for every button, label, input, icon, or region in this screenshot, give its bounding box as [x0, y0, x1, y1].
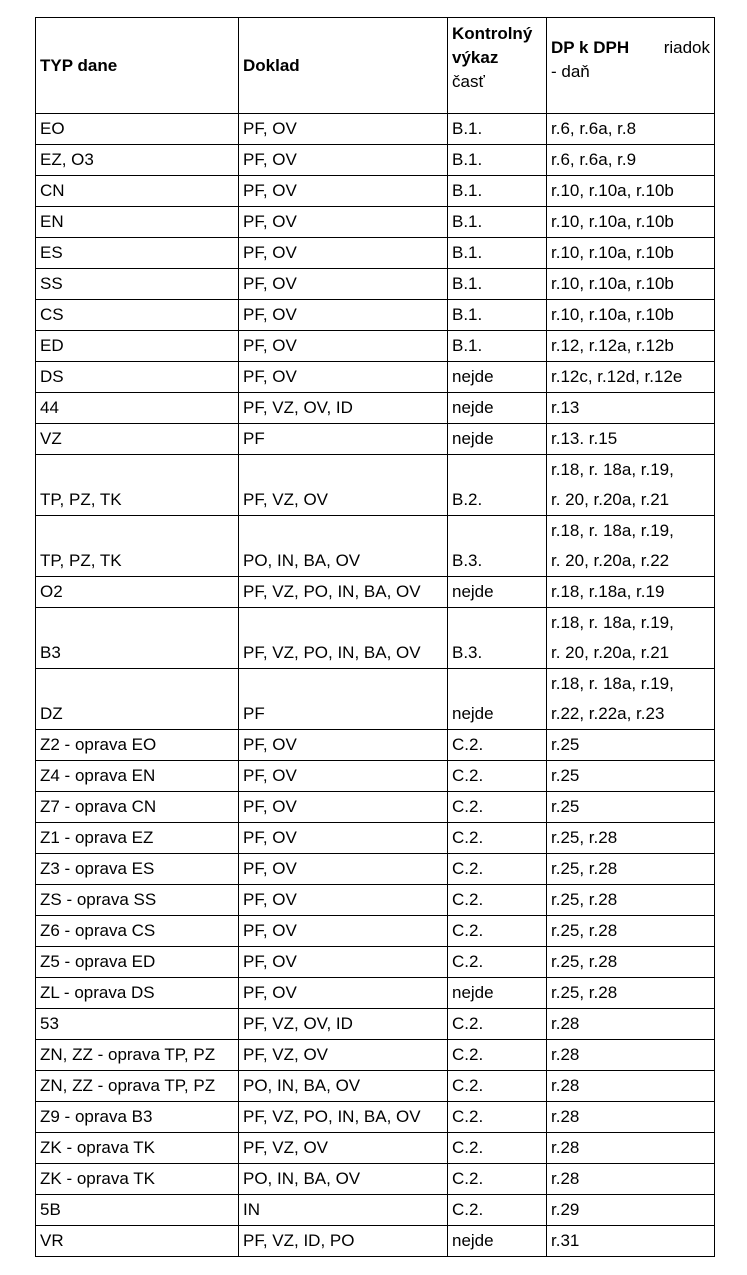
cell-doklad: PF, OV: [239, 238, 448, 269]
cell-typ-dane: B3: [36, 608, 239, 669]
table-row: [36, 577, 715, 608]
cell-dp-riadok: r.10, r.10a, r.10b: [547, 207, 715, 238]
table-row: [36, 823, 715, 854]
table-row: [36, 669, 715, 730]
cell-kontrolny-vykaz: B.2.: [448, 455, 547, 516]
cell-dp-riadok: r.25, r.28: [547, 885, 715, 916]
cell-doklad: PF, VZ, OV: [239, 455, 448, 516]
cell-kontrolny-vykaz: C.2.: [448, 1009, 547, 1040]
table-row: [36, 792, 715, 823]
cell-doklad: PF, VZ, OV: [239, 1040, 448, 1071]
cell-dp-riadok: [547, 669, 715, 730]
table-row: [36, 1009, 715, 1040]
cell-kontrolny-vykaz: C.2.: [448, 1071, 547, 1102]
cell-typ-dane: ZK - oprava TK: [36, 1133, 239, 1164]
cell-typ-dane: CN: [36, 176, 239, 207]
cell-dp-riadok: r.25, r.28: [547, 823, 715, 854]
cell-doklad: PO, IN, BA, OV: [239, 1071, 448, 1102]
cell-doklad: PF, OV: [239, 300, 448, 331]
cell-typ-dane: ZN, ZZ - oprava TP, PZ: [36, 1071, 239, 1102]
cell-kontrolny-vykaz: nejde: [448, 424, 547, 455]
cell-dp-riadok: r.25, r.28: [547, 947, 715, 978]
cell-doklad: PF, OV: [239, 207, 448, 238]
cell-typ-dane: VZ: [36, 424, 239, 455]
cell-doklad: PF, VZ, PO, IN, BA, OV: [239, 608, 448, 669]
cell-dp-riadok: r.10, r.10a, r.10b: [547, 300, 715, 331]
cell-dp-line2: r. 20, r.20a, r.21: [551, 643, 670, 662]
cell-dp-riadok: r.10, r.10a, r.10b: [547, 269, 715, 300]
table-row: [36, 362, 715, 393]
cell-doklad: PF, VZ, OV, ID: [239, 1009, 448, 1040]
cell-typ-dane: ZL - oprava DS: [36, 978, 239, 1009]
cell-dp-riadok: [547, 608, 715, 669]
cell-doklad: PO, IN, BA, OV: [239, 1164, 448, 1195]
table-row: [36, 1164, 715, 1195]
cell-doklad: PF, OV: [239, 854, 448, 885]
cell-dp-riadok: r.25: [547, 730, 715, 761]
table-row: [36, 145, 715, 176]
cell-typ-dane: CS: [36, 300, 239, 331]
cell-typ-dane: EO: [36, 114, 239, 145]
cell-typ-dane: TP, PZ, TK: [36, 516, 239, 577]
cell-doklad: PF, VZ, ID, PO: [239, 1226, 448, 1257]
header-dp-title: DP k DPH: [551, 38, 630, 57]
cell-dp-line1: r.18, r. 18a, r.19,: [551, 460, 674, 479]
table-row: [36, 393, 715, 424]
header-typ-dane: TYP dane: [36, 18, 239, 114]
cell-kontrolny-vykaz: C.2.: [448, 916, 547, 947]
cell-kontrolny-vykaz: nejde: [448, 362, 547, 393]
cell-typ-dane: 5B: [36, 1195, 239, 1226]
cell-doklad: PF, OV: [239, 269, 448, 300]
cell-dp-riadok: r.25, r.28: [547, 978, 715, 1009]
cell-dp-riadok: r.25, r.28: [547, 916, 715, 947]
cell-doklad: PO, IN, BA, OV: [239, 516, 448, 577]
cell-kontrolny-vykaz: C.2.: [448, 761, 547, 792]
cell-dp-riadok: r.28: [547, 1102, 715, 1133]
cell-typ-dane: VR: [36, 1226, 239, 1257]
table-row: [36, 978, 715, 1009]
cell-kontrolny-vykaz: B.3.: [448, 608, 547, 669]
cell-typ-dane: Z3 - oprava ES: [36, 854, 239, 885]
cell-doklad: PF, OV: [239, 947, 448, 978]
cell-doklad: PF, VZ, OV, ID: [239, 393, 448, 424]
cell-kontrolny-vykaz: B.1.: [448, 114, 547, 145]
cell-typ-dane: ZS - oprava SS: [36, 885, 239, 916]
table-row: [36, 1133, 715, 1164]
cell-typ-dane: 53: [36, 1009, 239, 1040]
cell-dp-riadok: r.25: [547, 792, 715, 823]
cell-typ-dane: Z6 - oprava CS: [36, 916, 239, 947]
cell-doklad: PF, VZ, PO, IN, BA, OV: [239, 577, 448, 608]
cell-dp-riadok: r.31: [547, 1226, 715, 1257]
cell-kontrolny-vykaz: C.2.: [448, 1164, 547, 1195]
cell-dp-line2: r.22, r.22a, r.23: [551, 704, 665, 723]
header-riadok: riadok: [663, 38, 710, 57]
table-row: [36, 300, 715, 331]
cell-dp-line1: r.18, r. 18a, r.19,: [551, 613, 674, 632]
cell-doklad: PF, VZ, PO, IN, BA, OV: [239, 1102, 448, 1133]
cell-doklad: PF, OV: [239, 792, 448, 823]
table-row: [36, 916, 715, 947]
table-row: [36, 114, 715, 145]
cell-dp-riadok: r.12c, r.12d, r.12e: [547, 362, 715, 393]
cell-kontrolny-vykaz: B.1.: [448, 331, 547, 362]
cell-dp-line1: r.18, r. 18a, r.19,: [551, 521, 674, 540]
cell-dp-riadok: r.25, r.28: [547, 854, 715, 885]
cell-typ-dane: Z4 - oprava EN: [36, 761, 239, 792]
cell-dp-riadok: [547, 516, 715, 577]
table-row: [36, 455, 715, 516]
table-row: [36, 854, 715, 885]
cell-kontrolny-vykaz: B.1.: [448, 238, 547, 269]
header-kontrolny-vykaz: [448, 18, 547, 114]
table-row: [36, 424, 715, 455]
cell-typ-dane: EZ, O3: [36, 145, 239, 176]
cell-kontrolny-vykaz: nejde: [448, 393, 547, 424]
cell-kontrolny-vykaz: B.1.: [448, 269, 547, 300]
table-row: [36, 608, 715, 669]
cell-kontrolny-vykaz: nejde: [448, 1226, 547, 1257]
table-row: [36, 947, 715, 978]
cell-typ-dane: SS: [36, 269, 239, 300]
cell-typ-dane: EN: [36, 207, 239, 238]
table-row: [36, 1226, 715, 1257]
table-row: [36, 238, 715, 269]
tax-type-table: [35, 17, 715, 1257]
header-cast: časť: [452, 72, 485, 91]
cell-kontrolny-vykaz: C.2.: [448, 1133, 547, 1164]
table-row: [36, 730, 715, 761]
cell-dp-riadok: r.13: [547, 393, 715, 424]
cell-dp-riadok: r.28: [547, 1164, 715, 1195]
cell-dp-riadok: [547, 455, 715, 516]
cell-doklad: PF, OV: [239, 885, 448, 916]
cell-typ-dane: Z1 - oprava EZ: [36, 823, 239, 854]
table-row: [36, 207, 715, 238]
cell-kontrolny-vykaz: C.2.: [448, 947, 547, 978]
cell-typ-dane: O2: [36, 577, 239, 608]
cell-typ-dane: 44: [36, 393, 239, 424]
cell-kontrolny-vykaz: C.2.: [448, 730, 547, 761]
cell-kontrolny-vykaz: B.3.: [448, 516, 547, 577]
cell-kontrolny-vykaz: nejde: [448, 978, 547, 1009]
cell-kontrolny-vykaz: C.2.: [448, 823, 547, 854]
cell-dp-line2: r. 20, r.20a, r.21: [551, 490, 670, 509]
cell-dp-line1: r.18, r. 18a, r.19,: [551, 674, 674, 693]
cell-doklad: PF: [239, 669, 448, 730]
cell-dp-riadok: r.28: [547, 1133, 715, 1164]
table-row: [36, 1102, 715, 1133]
header-kontrolny-vykaz-title: Kontrolný výkaz: [452, 24, 533, 67]
cell-typ-dane: Z7 - oprava CN: [36, 792, 239, 823]
cell-kontrolny-vykaz: C.2.: [448, 1195, 547, 1226]
table-row: [36, 176, 715, 207]
cell-dp-riadok: r.10, r.10a, r.10b: [547, 176, 715, 207]
cell-typ-dane: ZN, ZZ - oprava TP, PZ: [36, 1040, 239, 1071]
cell-typ-dane: DS: [36, 362, 239, 393]
cell-kontrolny-vykaz: B.1.: [448, 145, 547, 176]
table-row: [36, 1071, 715, 1102]
cell-doklad: PF, OV: [239, 331, 448, 362]
cell-kontrolny-vykaz: B.1.: [448, 176, 547, 207]
cell-typ-dane: Z9 - oprava B3: [36, 1102, 239, 1133]
cell-kontrolny-vykaz: B.1.: [448, 207, 547, 238]
cell-dp-riadok: r.25: [547, 761, 715, 792]
cell-typ-dane: TP, PZ, TK: [36, 455, 239, 516]
table-row: [36, 331, 715, 362]
cell-typ-dane: Z2 - oprava EO: [36, 730, 239, 761]
cell-doklad: PF, OV: [239, 730, 448, 761]
cell-typ-dane: ED: [36, 331, 239, 362]
cell-dp-riadok: r.13. r.15: [547, 424, 715, 455]
cell-dp-line2: r. 20, r.20a, r.22: [551, 551, 670, 570]
cell-dp-riadok: r.29: [547, 1195, 715, 1226]
cell-doklad: PF, OV: [239, 114, 448, 145]
cell-doklad: PF, OV: [239, 823, 448, 854]
cell-typ-dane: ZK - oprava TK: [36, 1164, 239, 1195]
cell-doklad: PF, OV: [239, 916, 448, 947]
table-row: [36, 885, 715, 916]
cell-doklad: PF, OV: [239, 362, 448, 393]
table-row: [36, 269, 715, 300]
header-doklad: Doklad: [239, 18, 448, 114]
cell-typ-dane: DZ: [36, 669, 239, 730]
cell-kontrolny-vykaz: C.2.: [448, 854, 547, 885]
cell-kontrolny-vykaz: C.2.: [448, 885, 547, 916]
cell-dp-riadok: r.28: [547, 1071, 715, 1102]
table-row: [36, 761, 715, 792]
cell-dp-riadok: r.6, r.6a, r.9: [547, 145, 715, 176]
cell-doklad: PF, OV: [239, 978, 448, 1009]
cell-doklad: PF, VZ, OV: [239, 1133, 448, 1164]
cell-doklad: IN: [239, 1195, 448, 1226]
cell-typ-dane: Z5 - oprava ED: [36, 947, 239, 978]
cell-typ-dane: ES: [36, 238, 239, 269]
header-row: [36, 18, 715, 114]
cell-dp-riadok: r.10, r.10a, r.10b: [547, 238, 715, 269]
cell-doklad: PF, OV: [239, 761, 448, 792]
header-dp-k-dph: [547, 18, 715, 114]
header-dan: - daň: [551, 62, 590, 81]
cell-doklad: PF: [239, 424, 448, 455]
cell-dp-riadok: r.28: [547, 1009, 715, 1040]
cell-doklad: PF, OV: [239, 176, 448, 207]
cell-kontrolny-vykaz: nejde: [448, 669, 547, 730]
cell-dp-riadok: r.28: [547, 1040, 715, 1071]
cell-kontrolny-vykaz: C.2.: [448, 1102, 547, 1133]
table-row: [36, 1195, 715, 1226]
table-row: [36, 1040, 715, 1071]
cell-kontrolny-vykaz: C.2.: [448, 1040, 547, 1071]
cell-kontrolny-vykaz: C.2.: [448, 792, 547, 823]
table-row: [36, 516, 715, 577]
cell-kontrolny-vykaz: nejde: [448, 577, 547, 608]
cell-dp-riadok: r.12, r.12a, r.12b: [547, 331, 715, 362]
cell-doklad: PF, OV: [239, 145, 448, 176]
cell-kontrolny-vykaz: B.1.: [448, 300, 547, 331]
cell-dp-riadok: r.18, r.18a, r.19: [547, 577, 715, 608]
cell-dp-riadok: r.6, r.6a, r.8: [547, 114, 715, 145]
